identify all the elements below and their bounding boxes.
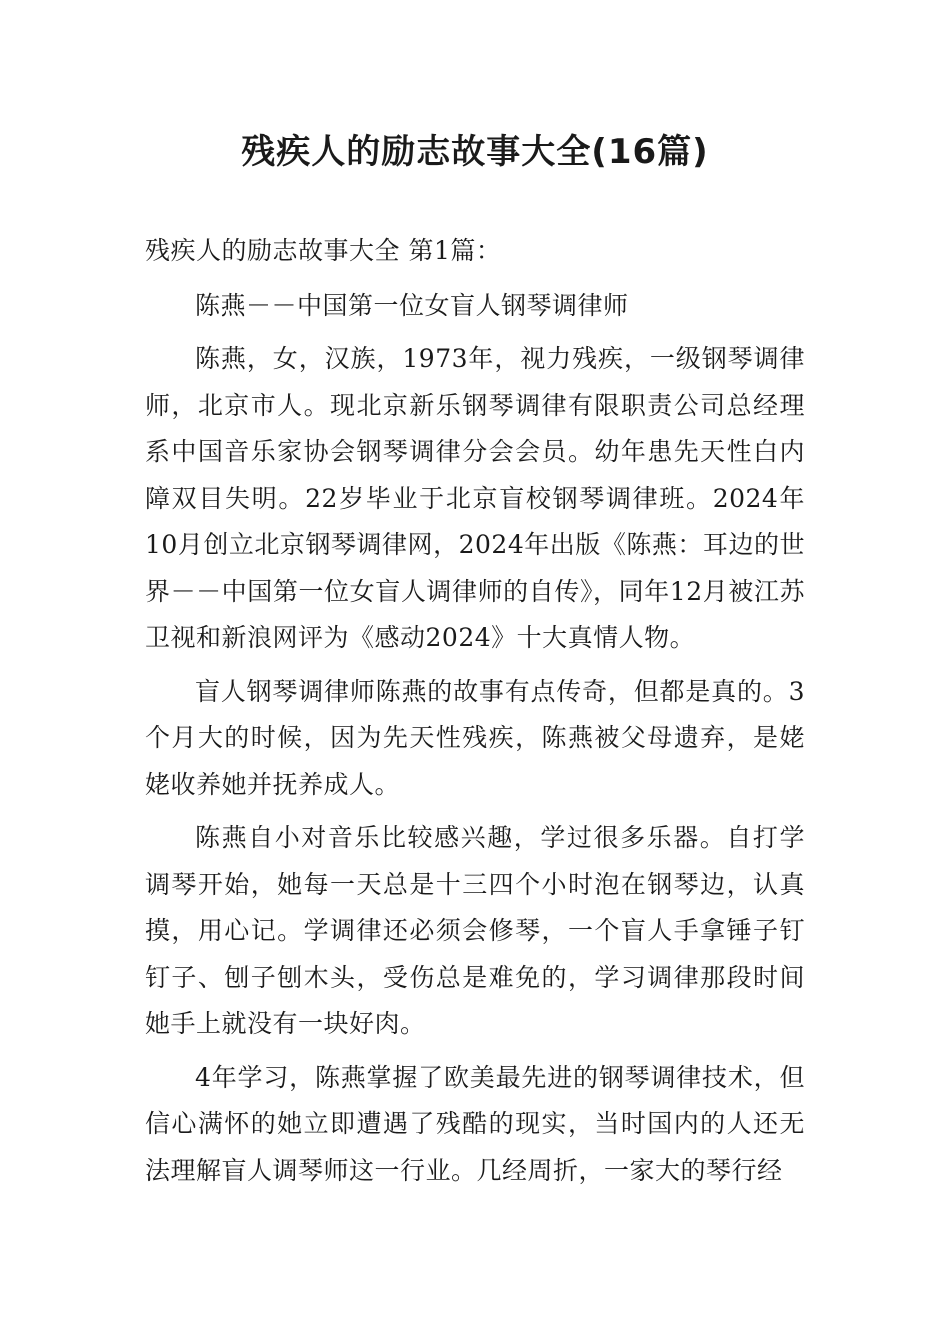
section-heading: 残疾人的励志故事大全 第1篇： [145,236,502,265]
paragraph: 盲人钢琴调律师陈燕的故事有点传奇，但都是真的。3个月大的时候，因为先天性残疾，陈燕被父母遗弃，是姥姥收养她并抚养成人。 [145,676,805,799]
paragraph: 4年学习，陈燕掌握了欧美最先进的钢琴调律技术，但信心满怀的她立即遭遇了残酷的现实，当时国内的人还无法理解盲人调琴师这一行业。几经周折，一家大的琴行经 [145,1062,805,1185]
paragraph: 陈燕，女，汉族，1973年，视力残疾，一级钢琴调律师，北京市人。现北京新乐钢琴调律有限职责公司总经理系中国音乐家协会钢琴调律分会会员。幼年患先天性白内障双目失明。22岁毕业于北京盲校钢琴调律班。2024年10月创立北京钢琴调律网，2024年出版《陈燕：耳边的世界－－中国第一位女盲人调律师的自传》，同年12月被江苏卫视和新浪网评为《感动2024》十大真情人物。 [145,344,805,652]
paragraph-subtitle: 陈燕－－中国第一位女盲人钢琴调律师 [195,290,629,320]
paragraph: 陈燕自小对音乐比较感兴趣，学过很多乐器。自打学调琴开始，她每一天总是十三四个小时泡在钢琴边，认真摸，用心记。学调律还必须会修琴，一个盲人手拿锤子钉钉子、刨子刨木头，受伤总是难免的，学习调律那段时间她手上就没有一块好肉。 [145,823,805,1038]
document-body [145,228,805,1201]
document-title: 残疾人的励志故事大全(16篇) [241,132,709,172]
